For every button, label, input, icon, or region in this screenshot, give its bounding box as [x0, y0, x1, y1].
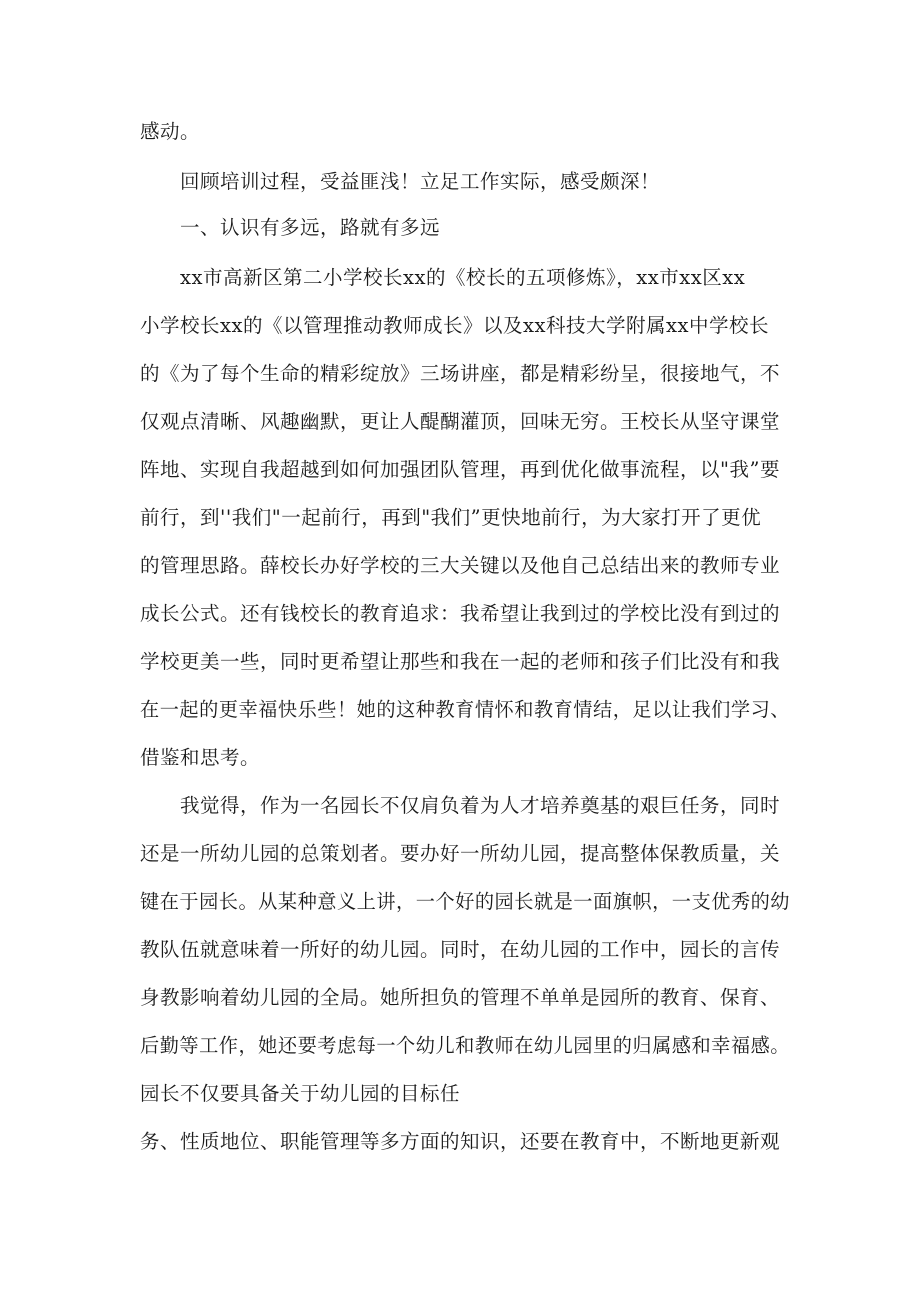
text-line: 身教影响着幼儿园的全局。她所担负的管理不单单是园所的教育、保育、 — [140, 986, 781, 1009]
section-heading: 一、认识有多远，路就有多远 — [180, 216, 441, 239]
text-line: 成长公式。还有钱校长的教育追求：我希望让我到过的学校比没有到过的 — [140, 602, 781, 625]
text-line: 的《为了每个生命的精彩绽放》三场讲座，都是精彩纷呈，很接地气，不 — [140, 362, 781, 385]
text-line: 我觉得，作为一名园长不仅肩负着为人才培养奠基的艰巨任务，同时 — [180, 794, 781, 817]
text-line: 园长不仅要具备关于幼儿园的目标任 — [140, 1082, 461, 1105]
text-line: 务、性质地位、职能管理等多方面的知识，还要在教育中，不断地更新观 — [140, 1130, 781, 1153]
text-line: 在一起的更幸福快乐些！她的这种教育情怀和教育情结，足以让我们学习、 — [140, 698, 790, 721]
text-line: 学校更美一些，同时更希望让那些和我在一起的老师和孩子们比没有和我 — [140, 650, 781, 673]
text-line: 回顾培训过程，受益匪浅！立足工作实际，感受颇深！ — [180, 170, 661, 193]
text-line: 仅观点清晰、风趣幽默，更让人醍醐灌顶，回味无穷。王校长从坚守课堂 — [140, 410, 781, 433]
text-line: 键在于园长。从某种意义上讲，一个好的园长就是一面旗帜，一支优秀的幼 — [140, 890, 790, 913]
text-line: 前行，到''我们"一起前行，再到"我们”更快地前行，为大家打开了更优 — [140, 506, 762, 529]
text-line: 还是一所幼儿园的总策划者。要办好一所幼儿园，提高整体保教质量，关 — [140, 842, 781, 865]
text-line: 的管理思路。薛校长办好学校的三大关键以及他自己总结出来的教师专业 — [140, 554, 781, 577]
text-line: 借鉴和思考。 — [140, 746, 261, 769]
text-line: 后勤等工作，她还要考虑每一个幼儿和教师在幼儿园里的归属感和幸福感。 — [140, 1034, 790, 1057]
text-line: 小学校长xx的《以管理推动教师成长》以及xx科技大学附属xx中学校长 — [140, 314, 769, 337]
text-line: 教队伍就意味着一所好的幼儿园。同时，在幼儿园的工作中，园长的言传 — [140, 938, 781, 961]
text-line: xx市高新区第二小学校长xx的《校长的五项修炼》，xx市xx区xx — [180, 266, 746, 289]
text-line: 感动。 — [140, 120, 201, 143]
text-line: 阵地、实现自我超越到如何加强团队管理，再到优化做事流程，以"我”要 — [140, 458, 780, 481]
